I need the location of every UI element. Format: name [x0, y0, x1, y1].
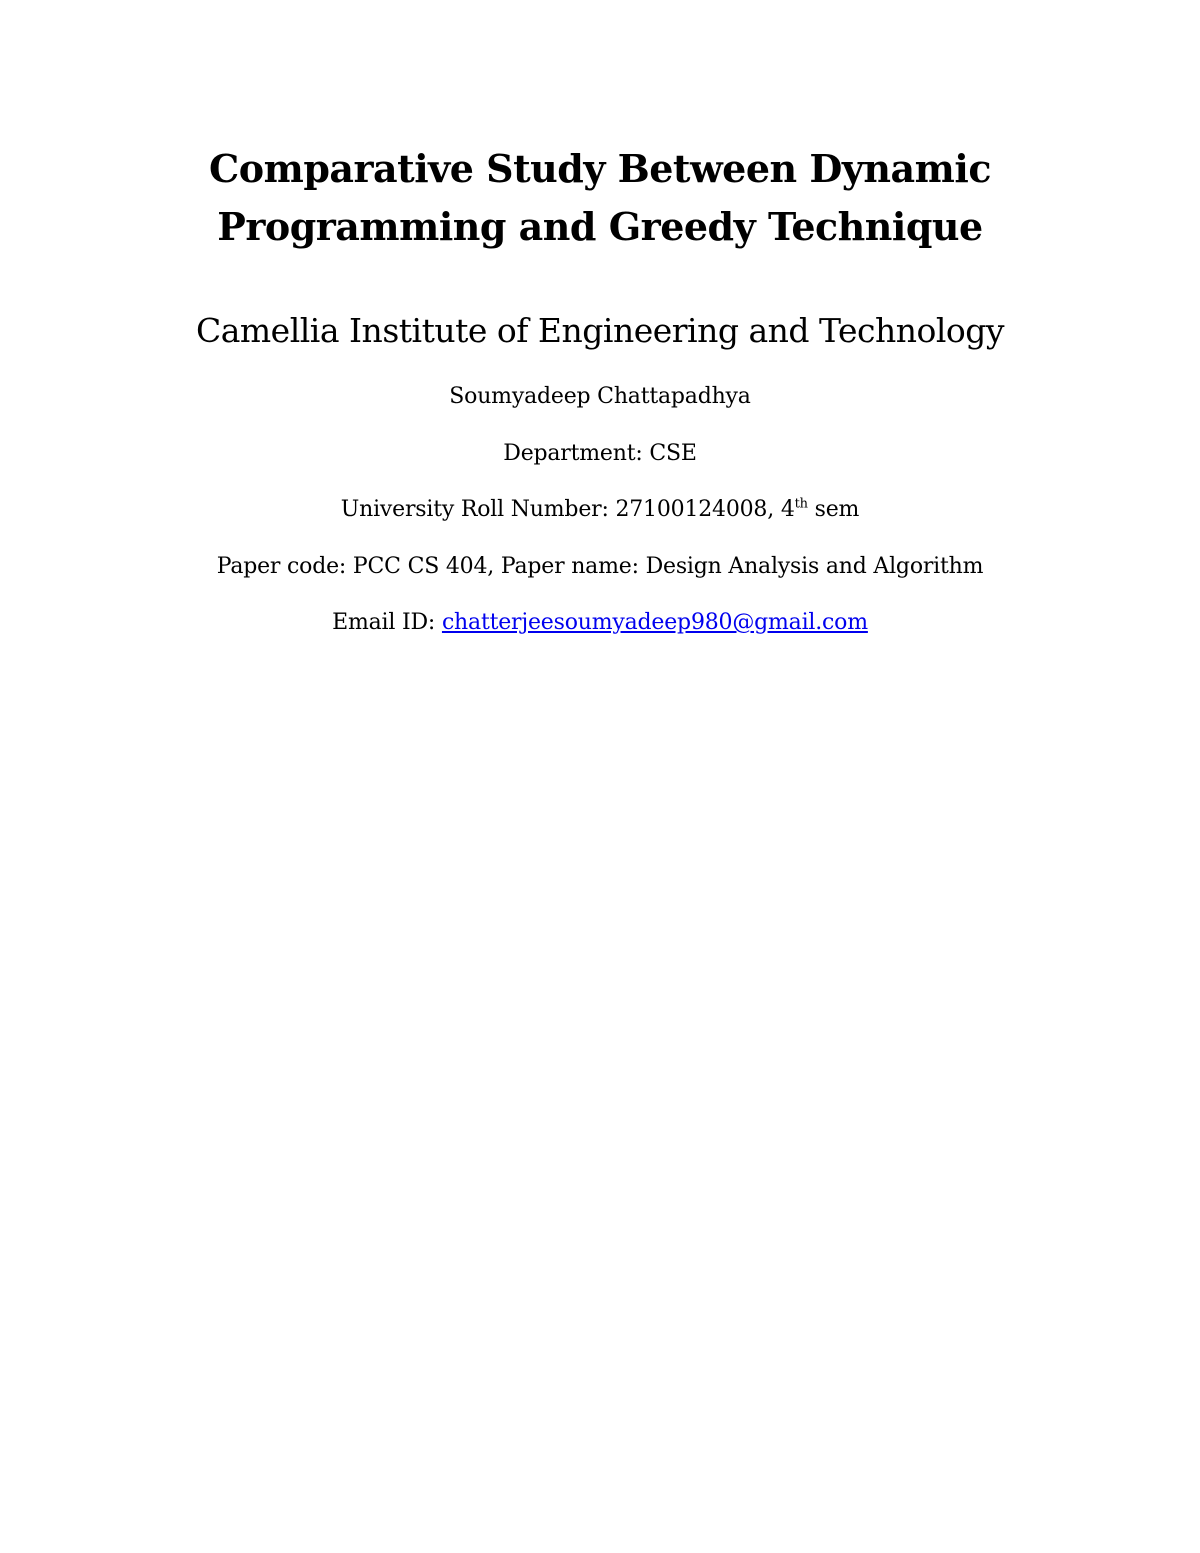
title-line-2: Programming and Greedy Technique — [217, 204, 983, 249]
paper-info: Paper code: PCC CS 404, Paper name: Design Analysis and Algorithm — [216, 554, 984, 579]
institute-name: Camellia Institute of Engineering and Technology — [195, 311, 1005, 350]
email-link[interactable]: chatterjeesoumyadeep980@gmail.com — [441, 610, 868, 635]
roll-number-text: University Roll Number: 27100124008, 4 — [340, 497, 795, 522]
ordinal-suffix: th — [794, 496, 808, 512]
author-name: Soumyadeep Chattapadhya — [449, 384, 751, 409]
email-line — [60, 608, 1140, 638]
roll-number — [60, 495, 1140, 525]
semester-text: sem — [807, 497, 860, 522]
email-label: Email ID: — [332, 610, 442, 635]
page-title — [100, 140, 1100, 256]
title-line-1: Comparative Study Between Dynamic — [209, 146, 991, 191]
department: Department: CSE — [503, 441, 697, 466]
